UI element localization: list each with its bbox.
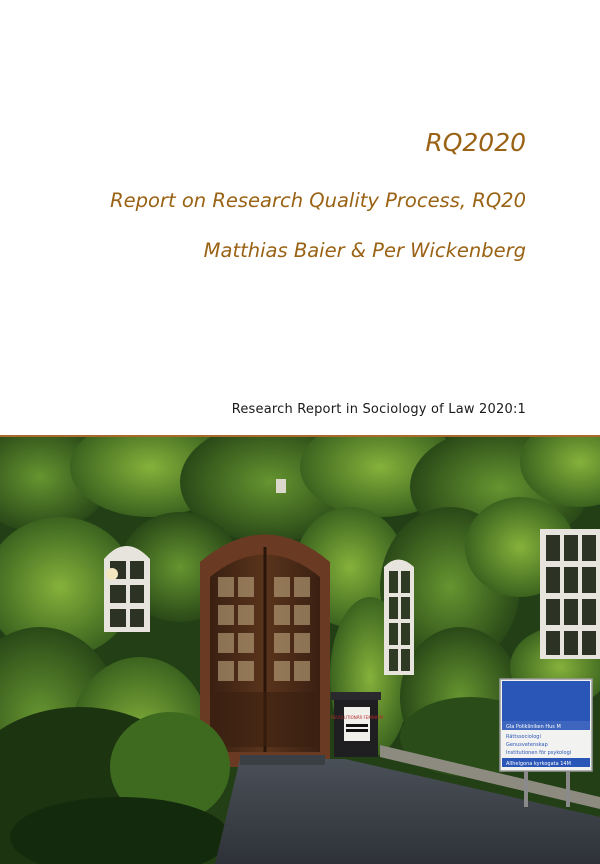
- left-window: [104, 546, 150, 632]
- wall-lamp: [276, 479, 286, 493]
- sign-line-3: Institutionen för psykologi: [506, 750, 572, 756]
- sign-line-1: Rättssociologi: [506, 734, 541, 740]
- right-window: [540, 529, 600, 659]
- trash-bin: [331, 692, 384, 757]
- sign-header: Gla Polikliniken Hus M: [506, 724, 561, 730]
- report-authors: Matthias Baier & Per Wickenberg: [203, 239, 526, 262]
- cover-photo: [0, 437, 600, 864]
- report-subtitle: Report on Research Quality Process, RQ20: [110, 189, 526, 212]
- report-series: Research Report in Sociology of Law 2020:1: [231, 402, 526, 417]
- sign-line-2: Genusvetenskap: [506, 742, 548, 748]
- poster-text: REVOLUTIONÄR FEMINISM: [330, 715, 384, 720]
- ivy-building-illustration: [0, 437, 600, 864]
- doormat: [240, 755, 325, 765]
- sign-street: Allhelgona kyrkogata 14M: [506, 761, 571, 767]
- middle-window: [384, 560, 414, 676]
- report-title: RQ2020: [425, 128, 526, 157]
